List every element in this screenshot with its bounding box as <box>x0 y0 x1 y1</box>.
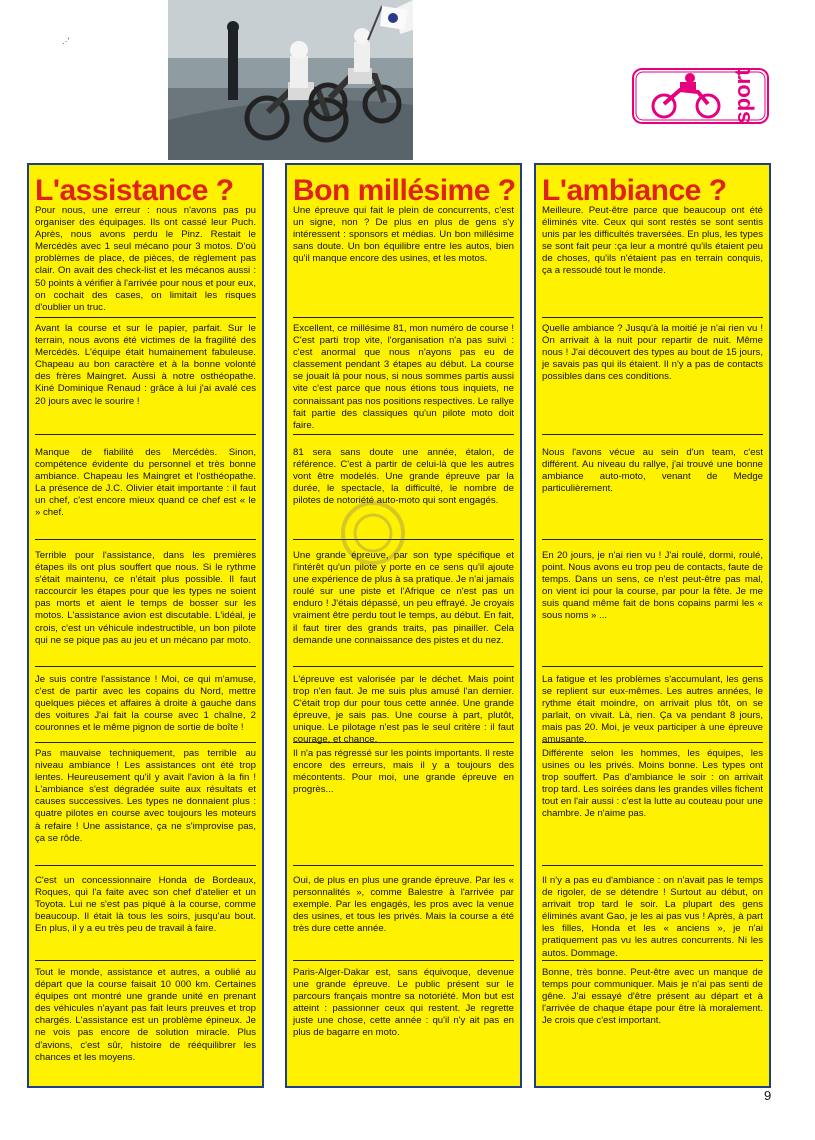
paragraph: Pour nous, une erreur : nous n'avons pas pu organiser des équipages. Ils ont cassé leur Puch. Après, nous avons perdu le Pinz. Restait le Mercédès avec 1 seul mécano pour 3 motos. D'où problèmes de place, de pièces, de règlement pas clair. On avait des check-list et les mécanos aussi : 50 points à vérifier à l'arrivée pour nous et pour eux, on cochait des cases, on limitait les risques d'oublier un truc. <box>35 205 257 313</box>
paragraph: Meilleure. Peut-être parce que beaucoup ont été éliminés vite. Ceux qui sont restés se sont sentis unis par les difficultés traversées. En plus, les types se sont fait peur :ça leur a montré qu'ils étaient peu de choses, qu'ils n'étaient pas en terrain conquis, ça a ressoudé tout le monde. <box>542 205 763 277</box>
divider <box>35 666 256 667</box>
watermark-stamp <box>338 498 408 568</box>
paragraph: Manque de fiabilité des Mercédès. Sinon, compétence évidente du personnel et très bonne ambiance. Chapeau les Maingret et l'osthéopathe. La présence de J.C. Olivier était importante : il faut un chef, c'est encore mieux quand ce chef est « le » chef. <box>35 447 256 519</box>
column-title: L'assistance ? <box>35 174 234 207</box>
divider <box>35 742 256 743</box>
paragraph: Il n'y a pas eu d'ambiance : on n'avait pas le temps de rigoler, de se détendre ! Surtout au début, on arrivait trop tard le soir. La plupart des gens éliminés avant Gao, je les ai pas vus ! Après, à part les filles, Honda et les « anciens », je n'ai pratiquement pas vu les autres concurrents. Ni les autos. Dommage. <box>542 875 763 959</box>
column-millesime <box>285 163 522 1088</box>
divider <box>542 539 763 540</box>
divider <box>293 960 514 961</box>
column-assistance <box>27 163 264 1088</box>
divider <box>35 865 256 866</box>
divider <box>35 539 256 540</box>
divider <box>35 317 256 318</box>
divider <box>542 960 763 961</box>
paragraph: 81 sera sans doute une année, étalon, de référence. C'est à partir de celui-là que les autres vont être modelés. Une grande épreuve par la durée, le spectacle, la difficulté, le nombre de pilotes de notoriété auto-moto qui sont engagés. <box>293 447 514 507</box>
paragraph: Quelle ambiance ? Jusqu'à la moitié je n'ai rien vu ! On arrivait à la nuit pour repartir de nuit. Même nous ! J'ai découvert des types au bout de 15 jours, je savais pas qui ils étaient. Il n'y a pas de contacts possibles dans ces conditions. <box>542 323 763 383</box>
paragraph: Avant la course et sur le papier, parfait. Sur le terrain, nous avons été victimes de la fragilité des Mercédès. L'équipe était humainement fabuleuse. Chapeau au bon caractère et à la bonne volonté des frères Maingret. Aussi à notre osthéopathe. Kiné Dominique Renaud : grâce à lui j'ai avalé ces 20 jours avec le sourire ! <box>35 323 256 407</box>
divider <box>293 666 514 667</box>
divider <box>542 434 763 435</box>
divider <box>293 742 514 743</box>
paragraph: Terrible pour l'assistance, dans les premières étapes ils ont plus souffert que nous. Si le rythme s'était maintenu, ce n'était plus possible. Il faut raccourcir les étapes pour que les types ne soient pas morts et aient le temps de bosser sur les motos. L'assistance avion est discutable. L'idéal, je crois, c'est un véhicule indestructible, un bon pilote qui ne se pique pas au jeu et un mécano par moto. <box>35 550 256 646</box>
sport-badge <box>632 68 769 124</box>
divider <box>542 317 763 318</box>
paragraph: Tout le monde, assistance et autres, a oublié au départ que la course faisait 10 000 km. Certaines équipes ont montré une grande unité en prenant des véhicules n'ayant pas fait leurs preuves et trop chargés. L'assistance est un problème épineux. Je ne vois pas encore de solution miracle. Plus d'avions, c'est sûr, histoire de rééquilibrer les chances et les moyens. <box>35 967 256 1063</box>
divider <box>293 317 514 318</box>
paragraph: Il n'a pas régressé sur les points importants. Il reste encore des erreurs, mais il y a toujours des mécontents. Pour moi, une grande épreuve en progrès... <box>293 748 514 796</box>
paragraph: Bonne, très bonne. Peut-être avec un manque de temps pour communiquer. Mais je n'ai pas senti de gêne. J'ai essayé d'être présent au départ et à l'arrivée de chaque étape pour être là moralement. Je crois que c'est important. <box>542 967 763 1027</box>
divider <box>35 960 256 961</box>
paragraph: Oui, de plus en plus une grande épreuve. Par les « personnalités », comme Balestre à l'arrivée par exemple. Par les engagés, les pros avec la venue des usines, et tous les privés. Mais la course a été très dure cette année. <box>293 875 514 935</box>
small-mark: .·' <box>62 36 70 46</box>
paragraph: L'épreuve est valorisée par le déchet. Mais point trop n'en faut. Je me suis plus amusé l'an dernier. C'était trop dur pour tous cette année. Une grande épreuve, je sais pas. Une course à part, plutôt, unique. Le pilotage n'est pas le seul critère : il faut courage, et chance. <box>293 674 514 746</box>
paragraph: La fatigue et les problèmes s'accumulant, les gens se replient sur eux-mêmes. Les autres années, le rythme était moindre, on arrivait plus tôt, on se parlait, on vivait. Là, rien. Ça va pendant 8 jours, mais pas 20. Moi, je veux participer à une épreuve amusante. <box>542 674 763 746</box>
column-title: Bon millésime ? <box>293 174 516 207</box>
divider <box>293 434 514 435</box>
column-title: L'ambiance ? <box>542 174 727 207</box>
paragraph: Paris-Alger-Dakar est, sans équivoque, devenue une grande épreuve. Le public présent sur le parcours français montre sa notoriété. Mon but est atteint : passionner ceux qui restent. Je regrette juste une chose, cette année : qu'il n'y ait pas en plus de bagarre en moto. <box>293 967 514 1039</box>
paragraph: Une épreuve qui fait le plein de concurrents, c'est un signe, non ? De plus en plus de gens s'y intéressent : sponsors et médias. Un bon millésime sans doute. Un bon équilibre entre les autos, bien qu'il manque encore des usines, et les motos. <box>293 205 514 265</box>
paragraph: Pas mauvaise techniquement, pas terrible au niveau ambiance ! Les assistances ont été trop lentes. Heureusement qu'il y avait l'avion à la fin ! L'ambiance s'est dégradée suite aux résultats et causes successives. Les types ne donnaient plus : quatre pilotes en course avec toujours les moteurs à refaire ! Une assistance, ça ne s'improvise pas, ça se rôde. <box>35 748 256 844</box>
paragraph: C'est un concessionnaire Honda de Bordeaux, Roques, qui l'a faite avec son chef d'atelier et un Toyota. Lui ne s'est pas piqué à la course, comme beaucoup. Il était là tous les soirs, jusqu'au bout. En plus, il y a eu très peu de travail à faire. <box>35 875 256 935</box>
divider <box>542 742 763 743</box>
paragraph: En 20 jours, je n'ai rien vu ! J'ai roulé, dormi, roulé, point. Nous avons eu trop peu de contacts, faute de temps. Dans un sens, ce n'est peut-être pas mal, on vient ici pour la course, par pour la fête. Je me suis quand même fait de bons copains parmi les « sous noms » ... <box>542 550 763 622</box>
paragraph: Nous l'avons vécue au sein d'un team, c'est différent. Au niveau du rallye, j'ai trouvé une bonne ambiance auto-moto, venant de Medge particulièrement. <box>542 447 763 495</box>
divider <box>542 666 763 667</box>
divider <box>293 865 514 866</box>
motorcycle-photo <box>168 0 413 160</box>
paragraph: Une grande épreuve, par son type spécifique et l'intérêt qu'un pilote y porte en ce sens qu'il ajoute une expérience de plus à sa pratique. Je n'ai jamais roulé sur une piste et l'Afrique ce n'est pas un enduro ! J'étais dépassé, un peu effrayé. Je croyais vraiment être perdu tout le temps, au début. En fait, il faut tirer des grands traits, pas pinailler. Cela demande une connaissance des pistes et du nez. <box>293 550 514 646</box>
column-ambiance <box>534 163 771 1088</box>
divider <box>35 434 256 435</box>
page-number: 9 <box>764 1088 772 1103</box>
divider <box>542 865 763 866</box>
paragraph: Excellent, ce millésime 81, mon numéro de course ! C'est parti trop vite, l'organisation n'a pas suivi : c'est anormal que nous n'ayons pas eu de classement pendant 3 étapes au début. La course se jouait là pour nous, si nous sommes partis aussi vite c'est parce que nous étions tous inquiets, ne connaissant pas nos positions respectives. Le rallye fait partie des classiques qu'un pilote moto doit faire. <box>293 323 514 431</box>
paragraph: Je suis contre l'assistance ! Moi, ce qui m'amuse, c'est de partir avec les copains du Nord, mettre quelques pièces et affaires à droite à gauche dans des voitures J'ai fait la course avec 1 chaîne, 2 couronnes et le même pignon de sortie de boîte ! <box>35 674 256 734</box>
paragraph: Différente selon les hommes, les équipes, les usines ou les privés. Moins bonne. Les types ont trop souffert. Pas d'ambiance le soir : on arrivait trop tard. Les soirées dans les grandes villes fichent tout en l'air aussi : c'est la lutte au couteau pour une chambre. Je n'aime pas. <box>542 748 763 820</box>
badge-text: sport <box>730 68 755 124</box>
